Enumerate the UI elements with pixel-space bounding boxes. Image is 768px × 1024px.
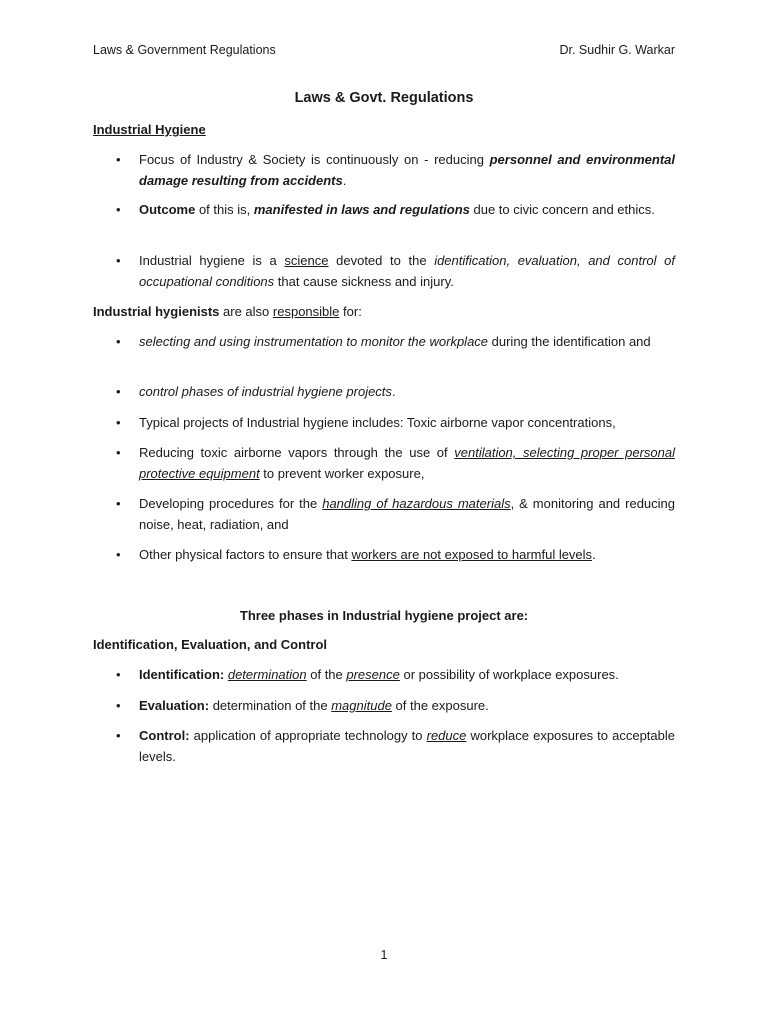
bullet-icon: • [116, 334, 121, 349]
three-phases-subheading: Identification, Evaluation, and Control [93, 637, 328, 652]
bullet-icon: • [116, 445, 121, 460]
bullet-icon: • [116, 202, 121, 217]
bullet-icon: • [116, 415, 121, 430]
list-item-control-phases: control phases of industrial hygiene projects. [139, 384, 396, 399]
list-item-focus: Focus of Industry & Society is continuously on - reducing personnel and environmental damage resulting from accidents. [139, 152, 675, 188]
bullet-icon: • [116, 384, 121, 399]
bullet-icon: • [116, 253, 121, 268]
page-number: 1 [380, 948, 388, 962]
list-item-physical-factors: Other physical factors to ensure that workers are not exposed to harmful levels. [139, 547, 596, 562]
list-item-instrumentation: selecting and using instrumentation to monitor the workplace during the identification and [139, 334, 651, 349]
list-item-control: Control: application of appropriate technology to reduce workplace exposures to acceptable levels. [139, 728, 675, 764]
bullet-icon: • [116, 547, 121, 562]
bullet-icon: • [116, 667, 121, 682]
hygienists-intro: Industrial hygienists are also responsible for: [93, 304, 362, 319]
running-header-right: Dr. Sudhir G. Warkar [559, 43, 675, 57]
section-heading-industrial-hygiene: Industrial Hygiene [93, 122, 206, 137]
list-item-procedures: Developing procedures for the handling of hazardous materials, & monitoring and reducing noise, heat, radiation, and [139, 496, 675, 532]
list-item-reducing-vapors: Reducing toxic airborne vapors through the use of ventilation, selecting proper personal protective equipment to prevent worker exposure, [139, 445, 675, 481]
bullet-icon: • [116, 698, 121, 713]
bullet-icon: • [116, 152, 121, 167]
list-item-typical-projects: Typical projects of Industrial hygiene includes: Toxic airborne vapor concentrations, [139, 415, 616, 430]
list-item-definition: Industrial hygiene is a science devoted to the identification, evaluation, and control of occupational conditions that cause sickness and injury. [139, 253, 676, 289]
bullet-icon: • [116, 496, 121, 511]
list-item-evaluation: Evaluation: determination of the magnitude of the exposure. [139, 698, 489, 713]
list-item-identification: Identification: determination of the presence or possibility of workplace exposures. [139, 667, 619, 682]
bullet-icon: • [116, 728, 121, 743]
page-title: Laws & Govt. Regulations [294, 90, 474, 106]
list-item-outcome: Outcome of this is, manifested in laws and regulations due to civic concern and ethics. [139, 202, 655, 217]
three-phases-heading: Three phases in Industrial hygiene project are: [239, 608, 529, 623]
running-header-left: Laws & Government Regulations [93, 43, 276, 57]
